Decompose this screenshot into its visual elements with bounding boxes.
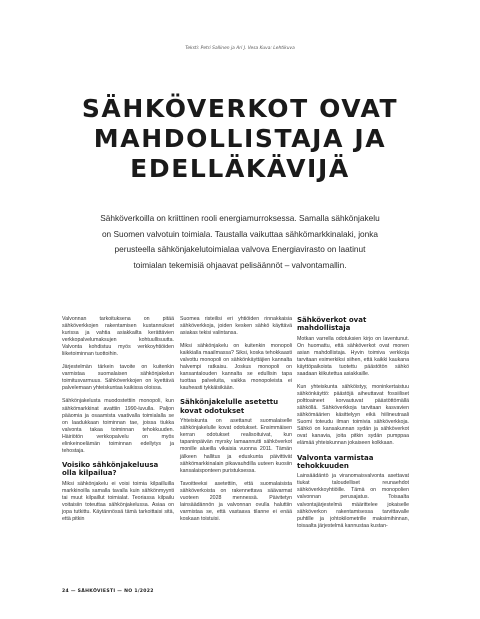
paragraph: Suomea risteilisi eri yhtiöiden rinnakkaisia sähköverkkoja, joiden kesken sähkö käyttävä asiakas tekisi valintansa.	[180, 316, 292, 337]
paragraph: Lainsäädäntö ja viranomaisvalvonta asettavat tiukat taloudelliset reunaehdot sähköverkkoyhtiöille. Tämä on monopolien valvonnan perusajatus. Toisaalta valvontajärjestelmä määrittelee jokaiselle sähköverkon rakentamisessa tarvittavalle puhtille ja johtokilometrille maksimihinnan, toisaalta järjestelmä kannustaa kustan-	[297, 473, 409, 529]
paragraph: Motkan varrella odotuksien kirjo on laventunut. On huomattu, että sähköverkot ovat monen asian mahdollistaja. Hyvin toimiva verkkoja tarvitaan esimerkiksi siihen, että kaikki kaukana käyttöpaikoista tuotettu päästötön sähkö saadaan kiikutettua asiakkaille.	[297, 335, 409, 378]
subheading: Sähkönjakelulle asetettu kovat odotukset	[180, 398, 279, 415]
paragraph: Valvonnan tarkoituksena on pitää sähköverkkojen rakentamisen kustannukset kurissa ja vahtia asiakkailta kerättävien verkkopalvelumaksujen kohtuullisuutta. Valvonta kohdistuu myös verkkoyhtiöiden liiketoiminnan tuottoihin.	[62, 316, 174, 358]
text-column-2	[180, 316, 292, 529]
text-column-3	[297, 316, 409, 536]
paragraph: Miksi sähkönjakelu on kuitenkin monopoli kaikkialla maailmassa? Siksi, koska tehokkaasti valvottu monopoli on sähkönkäyttäjien kannalta halvempi ratkaisu. Joskus monopoli on kansantalouden kannalta se edullisin tapa tuottaa palveluita, vaikka monopoleista ei kauheasti tykkäisikään.	[180, 343, 292, 392]
article-credit: Teksti: Petri Sallinen ja Ari J. Vesa Kuva: Lehtikuva	[185, 46, 295, 51]
paragraph: Järjestelmän tärkein tavoite on kuitenkin varmistaa suomalaisen sähkönjakelun toimitusvarmuus. Sähköverkkojen on kyettävä palvelemaan yhteiskuntaa kaikissa oloissa.	[62, 364, 174, 392]
headline-line-3: EDELLÄKÄVIJÄ	[130, 154, 350, 183]
subheading: Sähköverkot ovat mahdollistaja	[297, 316, 367, 333]
subheading: Voisiko sähkönjakeluusa olla kilpailua?	[62, 460, 159, 478]
headline-line-2: MAHDOLLISTAJA JA	[93, 124, 387, 153]
paragraph: Sähkönjakelusta muodostettiin monopoli, kun sähkömarkkinat avattiin 1990-luvulla. Paljon pääomia ja osaamista vaativalla toimialalla se on laadukkaan toiminnan tae, joissa tiukka valvonta takaa toiminnan tehokkuuden. Häiriötön verkkopalvelu on myös elinkeinoelämän toiminnan edellytys ja tehostaja.	[62, 398, 174, 454]
article-lead: Sähköverkoilla on kriittinen rooli energiamurroksessa. Samalla sähkönjakelu on Suomen valvotuin toimiala. Taustalla vaikuttaa sähkömarkkinalaki, jonka perusteella sähkönjakelutoimialaa valvova Energiavirasto on laatinut toimialan tekemisiä ohjaavat pelisäännöt – valvontamallin.	[100, 213, 380, 270]
article-headline	[0, 94, 480, 184]
paragraph: Tavoitteeksi asetettiin, että suomalaisista sähköverkoista on rakennettava säävarmat vuoteen 2028 mennessä. Päivitetyn lainsäädännön ja valvonnan ovulla haluttiin varmistaa se, että vastaava tilanne ei enää koskaan toistuisi.	[180, 480, 292, 522]
subheading: Valvonta varmistaa tehokkuuden	[297, 453, 374, 470]
text-column-1	[62, 316, 174, 529]
page-footer: 24 — SÄHKÖVIESTI — NO 1/2022	[62, 589, 154, 594]
paragraph: Miksi sähkönjakelu ei voisi toimia kilpailluilla markkinoilla samalla tavalla kuin sähkönmyynti tai muut kilpaillut toimialat. Teoriassa kilpailu voitaisiin toteuttaa sähkönjakelussa. Asiaa on jopa tutkittu. Käytännössä tämä tarkoittaisi sitä, että pitkin	[62, 480, 174, 522]
headline-line-1: SÄHKÖVERKOT OVAT	[81, 94, 399, 123]
paragraph: Yhteiskunta on asettanut suomalaiselle sähkönjakelulle kovat odotukset. Ensimmäisen kerran odotukset realisoituivat, kun tapaninpäivän myrsky lamaannutti sähköverkot monille alueilla vikaisia vuonna 2011. Tämän jälkeen hallitus ja eduskunta päivittivät sähkömarkkinalain pikavauhdilla uuteen kuosiin kansalaisponteen puristuksessa.	[180, 418, 292, 474]
paragraph: Kun yhteiskunta sähköistyy, moninkertaistuu sähkönkäyttö: päästöjä aiheuttavat fossiiliset polttoaineet korvautuvat päästöttömällä sähköllä. Sähköverkkoja tarvitaan kasvavien sähkömäärien käsittelyyn eikä hiilineutraali Suomi toteudu ilman toimivia sähköverkkoja. Sähkö on kansakunnan sydän ja sähköverkot ovat kanavia, joita pitkin sydän pumppaa elämää yhteiskunnan jokaiseen kolkkaan.	[297, 384, 409, 447]
